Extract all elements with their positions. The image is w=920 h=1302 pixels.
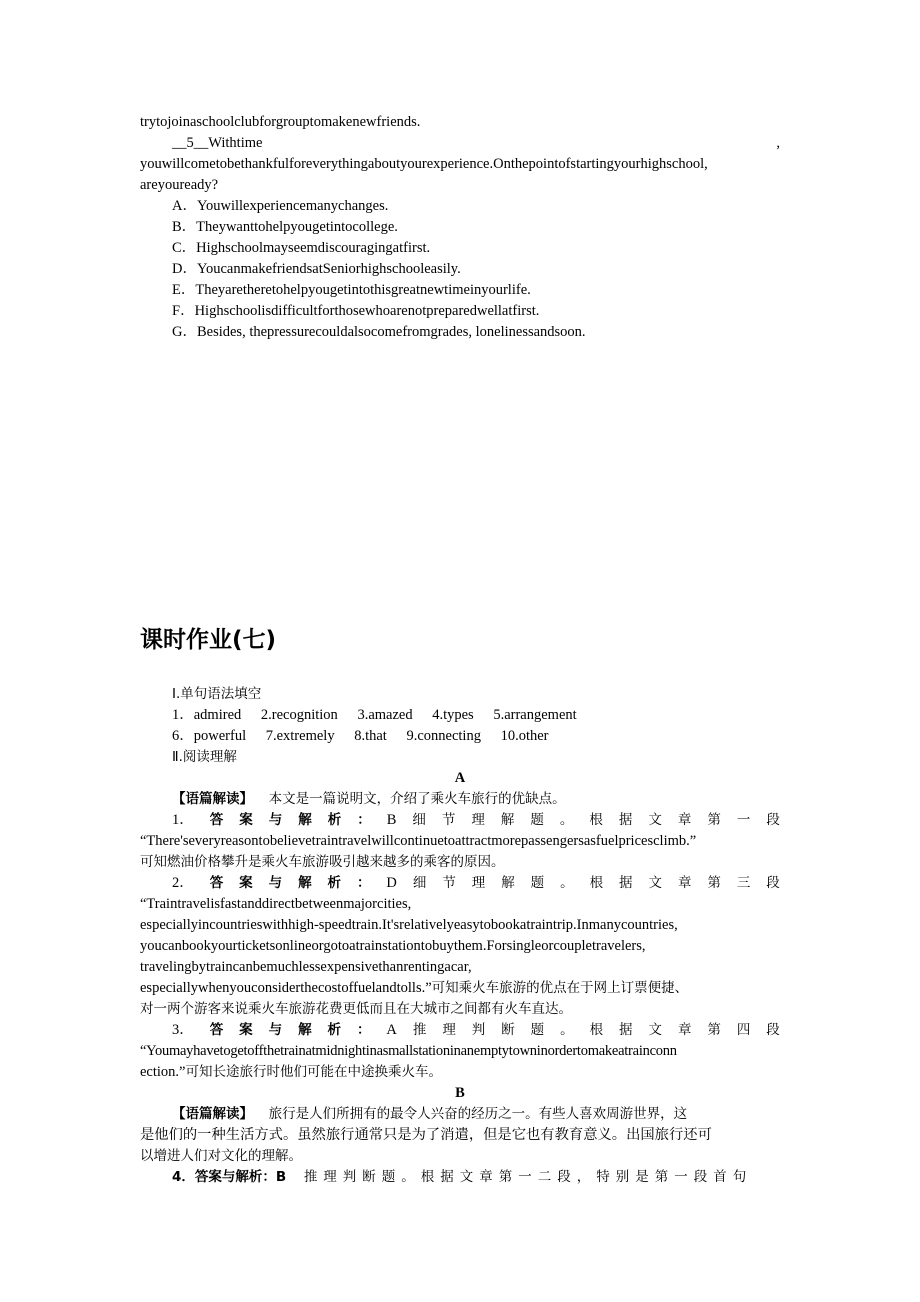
answer-item: 2.recognition: [260, 707, 338, 723]
q-char: 解: [501, 875, 515, 891]
q-label-char: 与: [268, 875, 283, 891]
q2-quote-line: youcanbookyourticketsonlineorgotoatrainstationtobuythem.Forsingleorcoupletravelers,: [140, 938, 646, 954]
discourse-label: 【语篇解读】: [172, 1106, 253, 1122]
q2-quote-line: [140, 978, 780, 999]
blank-5: __5__: [172, 135, 209, 151]
q-char: 据: [619, 875, 633, 891]
option-g: G．Besides, thepressurecouldalsocomefromgrades, lonelinessandsoon.: [172, 324, 586, 340]
q-char: 章: [677, 875, 692, 891]
q-char: 推: [412, 1022, 427, 1038]
q3-quote: “Youmayhavetogetoffthetrainatmidnightinasmallstationinanemptytowninordertomakeatrainconn: [140, 1043, 677, 1059]
q-label-char: 析: [327, 1022, 342, 1038]
q-label-char: ：: [356, 875, 371, 891]
q3-quote-tail: ection.”: [140, 1064, 186, 1080]
option-a: A．Youwillexperiencemanychanges.: [172, 198, 389, 214]
passage-line: areyouready?: [140, 177, 219, 193]
q-char: 章: [677, 1022, 692, 1038]
q-label-char: ：: [356, 1022, 371, 1038]
q-label-char: 答: [209, 875, 224, 891]
q-char: 第: [707, 875, 721, 891]
passage-line: Withtime: [208, 135, 263, 151]
q-answer: A: [386, 1022, 397, 1038]
q-number: 1．: [172, 812, 194, 828]
answer-item: 7.extremely: [265, 728, 335, 744]
answers-row-2: [140, 726, 780, 747]
part-b-summary-line: 是他们的一种生活方式。虽然旅行通常只是为了消遣，但是它也有教育意义。出国旅行还可: [140, 1127, 712, 1143]
answer-item: 4.types: [432, 707, 474, 723]
option-b: B．Theywanttohelpyougetintocollege.: [172, 219, 398, 235]
option-e: E．Theyaretheretohelpyougetintothisgreatnewtimeinyourlife.: [172, 282, 531, 298]
q2-quote-line: travelingbytraincanbemuchlessexpensivethanrentingacar,: [140, 959, 472, 975]
q-char: 一: [736, 812, 751, 828]
q-char: 。: [560, 1022, 574, 1038]
q-answer: B: [386, 812, 397, 828]
q-char: 文: [648, 812, 662, 828]
q2-quote-tail: especiallywhenyouconsiderthecostoffuelandtolls.”: [140, 980, 432, 996]
q-char: 第: [707, 1022, 721, 1038]
passage-line: youwillcometobethankfulforeverythingaboutyourexperience.Onthepointofstartingyourhighschool,: [140, 156, 708, 172]
q-char: 题: [530, 1022, 545, 1038]
q1-conclusion: 可知燃油价格攀升是乘火车旅游吸引越来越多的乘客的原因。: [140, 854, 505, 870]
answers-row-1: [140, 705, 780, 726]
q-char: 文: [648, 875, 662, 891]
answers-block: [140, 684, 780, 1188]
q-label-char: 解: [298, 812, 312, 828]
q-char: 理: [442, 1022, 456, 1038]
q-answer: D: [386, 875, 397, 891]
q-char: 节: [442, 875, 456, 891]
q4-label: 4．答案与解析：B: [172, 1169, 287, 1185]
answer-item: 10.other: [500, 728, 549, 744]
part-b-summary-line: [140, 1104, 780, 1125]
answer-item: 5.arrangement: [493, 707, 577, 723]
q-char: 据: [619, 1022, 633, 1038]
q-char: 题: [530, 812, 544, 828]
q2-conclusion-line: 对一两个游客来说乘火车旅游花费更低而且在大城市之间都有火车直达。: [140, 1001, 572, 1017]
q-char: 据: [618, 812, 633, 828]
section-1-heading: Ⅰ.单句语法填空: [172, 686, 262, 702]
q2-quote-line: especiallyincountrieswithhigh-speedtrain.It'srelativelyeasytobookatraintrip.Inmanycountries,: [140, 917, 678, 933]
option-d: D．YoucanmakefriendsatSeniorhighschooleasily.: [172, 261, 461, 277]
q-char: 第: [707, 812, 721, 828]
q-label-char: 解: [298, 1022, 312, 1038]
passage-blank-line: [140, 133, 780, 154]
q-char: 节: [441, 812, 456, 828]
q3-tail: [140, 1062, 780, 1083]
section-2-heading: Ⅱ.阅读理解: [172, 749, 237, 765]
q-char: 断: [501, 1022, 515, 1038]
q-char: 判: [471, 1022, 486, 1038]
summary-text: 旅行是人们所拥有的最令人兴奋的经历之一。有些人喜欢周游世界，这: [268, 1106, 688, 1122]
q-char: 段: [766, 875, 780, 891]
q-char: 解: [500, 812, 515, 828]
q3-conclusion: 可知长途旅行时他们可能在中途换乘火车。: [185, 1064, 442, 1080]
part-a-heading: A: [454, 770, 466, 786]
q-label-char: 答: [209, 1022, 224, 1038]
summary-text: 本文是一篇说明文，介绍了乘火车旅行的优缺点。: [268, 791, 566, 807]
q-label-char: 析: [327, 875, 342, 891]
q4-header: [140, 1167, 780, 1188]
q-char: 。: [559, 812, 574, 828]
part-b-summary-line: 以增进人们对文化的理解。: [140, 1148, 302, 1164]
q-char: 章: [677, 812, 692, 828]
q-char: 三: [736, 875, 751, 891]
q1-quote: “There'severyreasontobelievetraintravelwillcontinuetoattractmorepassengersasfuelpricesclimb.”: [140, 833, 697, 849]
q1-header: [140, 810, 780, 831]
part-a-summary: [140, 789, 780, 810]
q-char: 题: [530, 875, 545, 891]
q-char: 理: [471, 875, 486, 891]
q2-conclusion: 可知乘火车旅游的优点在于网上订票便捷、: [431, 980, 689, 996]
q-label-char: 解: [298, 875, 312, 891]
answer-item: 3.amazed: [357, 707, 413, 723]
answer-item: 1．admired: [172, 707, 242, 723]
page-title: 课时作业(七): [140, 627, 277, 653]
q4-text: 推理判断题。根据文章第一二段，特别是第一段首句: [303, 1169, 753, 1185]
q-char: 。: [560, 875, 574, 891]
comma: ,: [776, 135, 780, 151]
option-f: F．Highschoolisdifficultforthosewhoarenotpreparedwellatfirst.: [172, 303, 540, 319]
q-label-char: 答: [209, 812, 224, 828]
q-label-char: ：: [357, 812, 371, 828]
q2-quote-line: “Traintravelisfastanddirectbetweenmajorcities,: [140, 896, 412, 912]
q-char: 根: [589, 812, 603, 828]
q-char: 文: [648, 1022, 662, 1038]
q-label-char: 析: [327, 812, 342, 828]
answer-item: 6．powerful: [172, 728, 247, 744]
passage-continuation: [140, 112, 780, 343]
q-char: 段: [766, 1022, 780, 1038]
q-label-char: 与: [268, 1022, 283, 1038]
passage-line: trytojoinaschoolclubforgrouptomakenewfriends.: [140, 114, 421, 130]
part-b-heading: B: [455, 1085, 465, 1101]
answer-item: 9.connecting: [406, 728, 481, 744]
q3-header: [140, 1020, 780, 1041]
q-label-char: 与: [268, 812, 283, 828]
q-char: 根: [589, 875, 604, 891]
q-char: 细: [412, 812, 426, 828]
q-number: 3．: [172, 1022, 194, 1038]
q-char: 根: [589, 1022, 604, 1038]
discourse-label: 【语篇解读】: [172, 791, 253, 807]
option-c: C．Highschoolmayseemdiscouragingatfirst.: [172, 240, 431, 256]
q-char: 理: [471, 812, 485, 828]
q2-header: [140, 873, 780, 894]
answer-item: 8.that: [354, 728, 387, 744]
q-number: 2．: [172, 875, 194, 891]
q-char: 段: [766, 812, 780, 828]
q-label-char: 案: [239, 1022, 253, 1038]
q-label-char: 案: [239, 875, 253, 891]
q-label-char: 案: [239, 812, 253, 828]
q-char: 细: [412, 875, 427, 891]
q-char: 四: [736, 1022, 751, 1038]
